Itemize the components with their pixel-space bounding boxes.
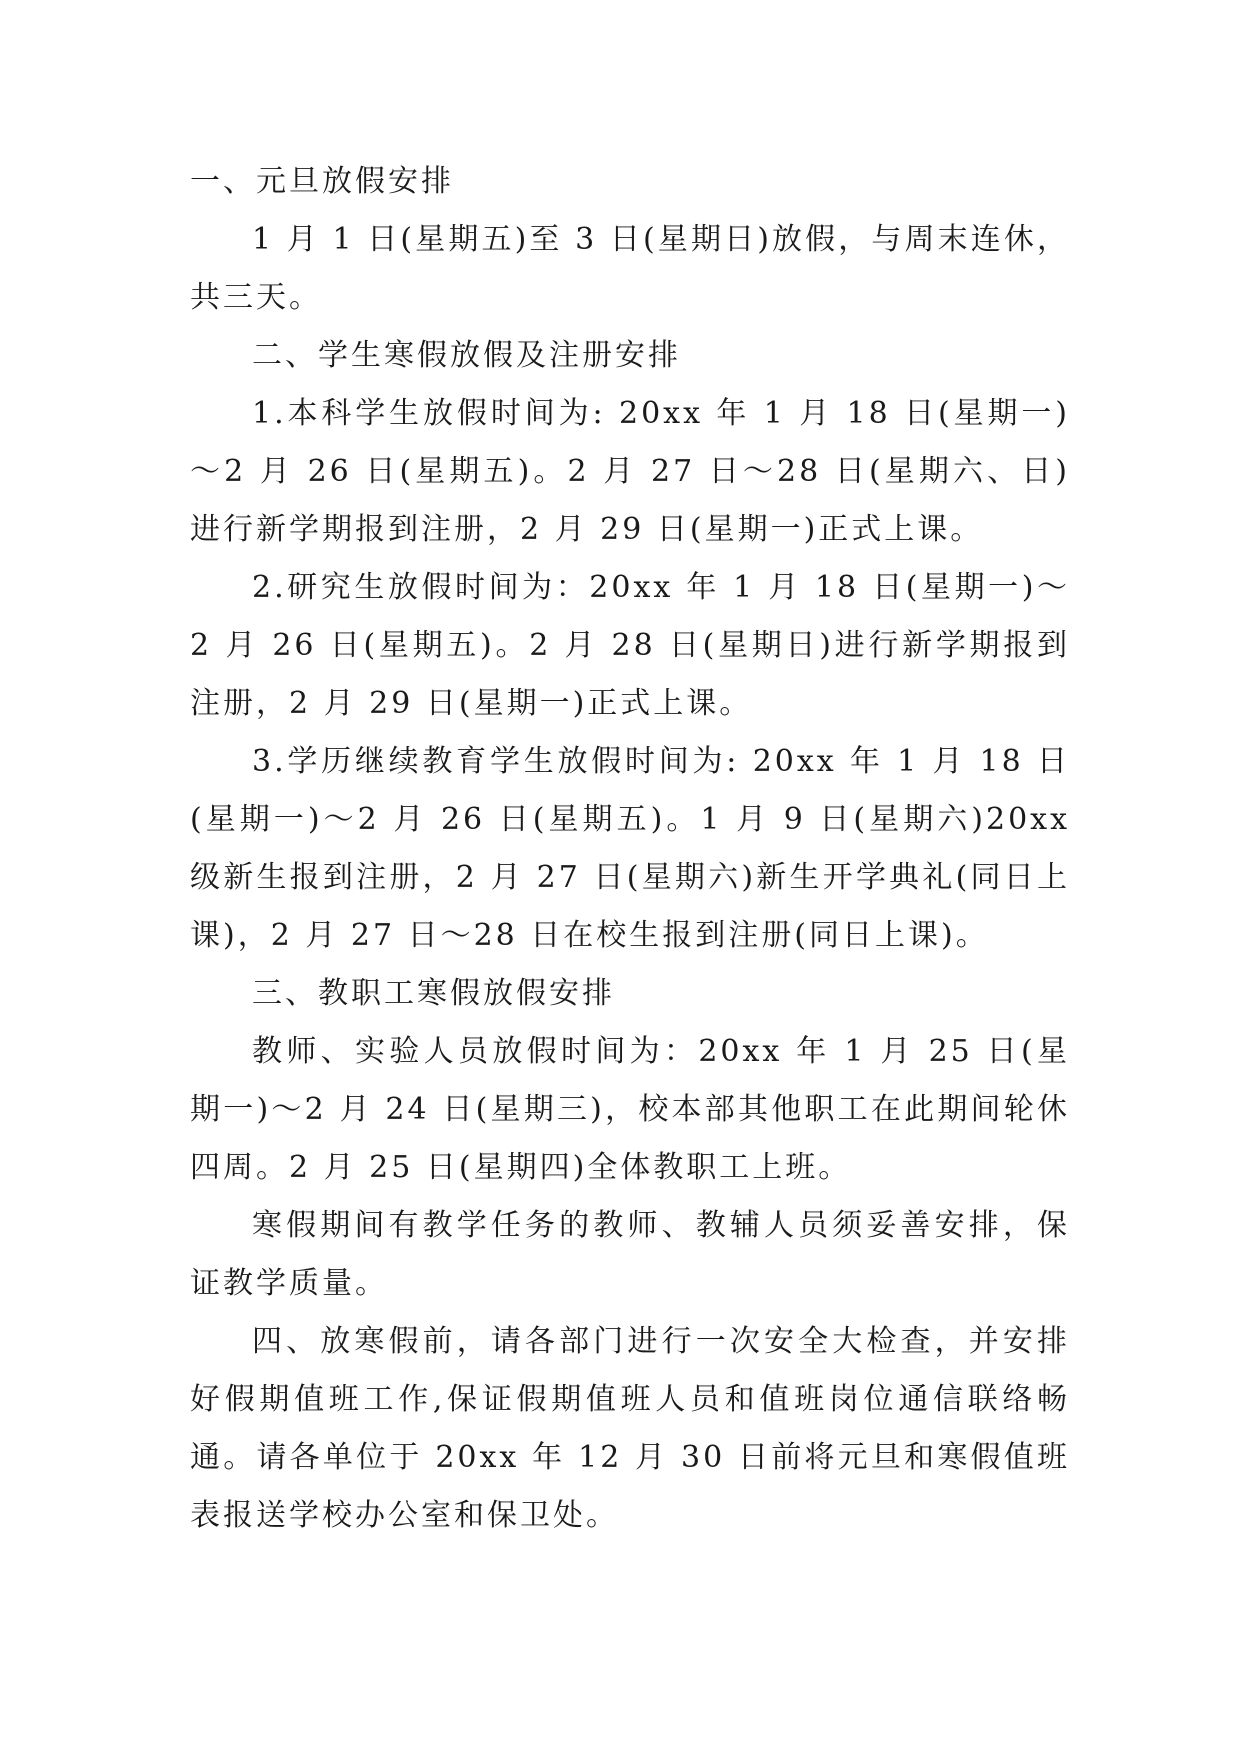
section-heading-staff-winter: 三、教职工寒假放假安排	[252, 976, 615, 1011]
paragraph-undergrad: 1.本科学生放假时间为: 20xx 年 1 月 18 日(星期一)～2 月 26 日(星期五)。2 月 27 日～28 日(星期六、日)进行新学期报到注册，2 月 29 日(星期一)正式上课。	[190, 396, 1070, 547]
document-page	[190, 153, 1070, 1545]
section-heading-student-winter: 二、学生寒假放假及注册安排	[252, 338, 681, 373]
section-heading-new-year: 一、元旦放假安排	[190, 164, 454, 199]
paragraph-teaching-duty: 寒假期间有教学任务的教师、教辅人员须妥善安排，保证教学质量。	[190, 1208, 1070, 1301]
paragraph-graduate: 2.研究生放假时间为：20xx 年 1 月 18 日(星期一)～2 月 26 日(星期五)。2 月 28 日(星期日)进行新学期报到注册，2 月 29 日(星期一)正式上课。	[190, 570, 1070, 721]
paragraph-safety-check: 四、放寒假前，请各部门进行一次安全大检查，并安排好假期值班工作,保证假期值班人员和值班岗位通信联络畅通。请各单位于 20xx 年 12 月 30 日前将元旦和寒假值班表报送学校办公室和保卫处。	[190, 1324, 1070, 1533]
paragraph-continuing-ed: 3.学历继续教育学生放假时间为: 20xx 年 1 月 18 日(星期一)～2 月 26 日(星期五)。1 月 9 日(星期六)20xx 级新生报到注册，2 月 27 日(星期六)新生开学典礼(同日上课)，2 月 27 日～28 日在校生报到注册(同日上课)。	[190, 744, 1070, 953]
paragraph-new-year-dates: 1 月 1 日(星期五)至 3 日(星期日)放假，与周末连休，共三天。	[190, 222, 1070, 315]
paragraph-staff-dates: 教师、实验人员放假时间为：20xx 年 1 月 25 日(星期一)～2 月 24 日(星期三)，校本部其他职工在此期间轮休四周。2 月 25 日(星期四)全体教职工上班。	[190, 1034, 1070, 1185]
